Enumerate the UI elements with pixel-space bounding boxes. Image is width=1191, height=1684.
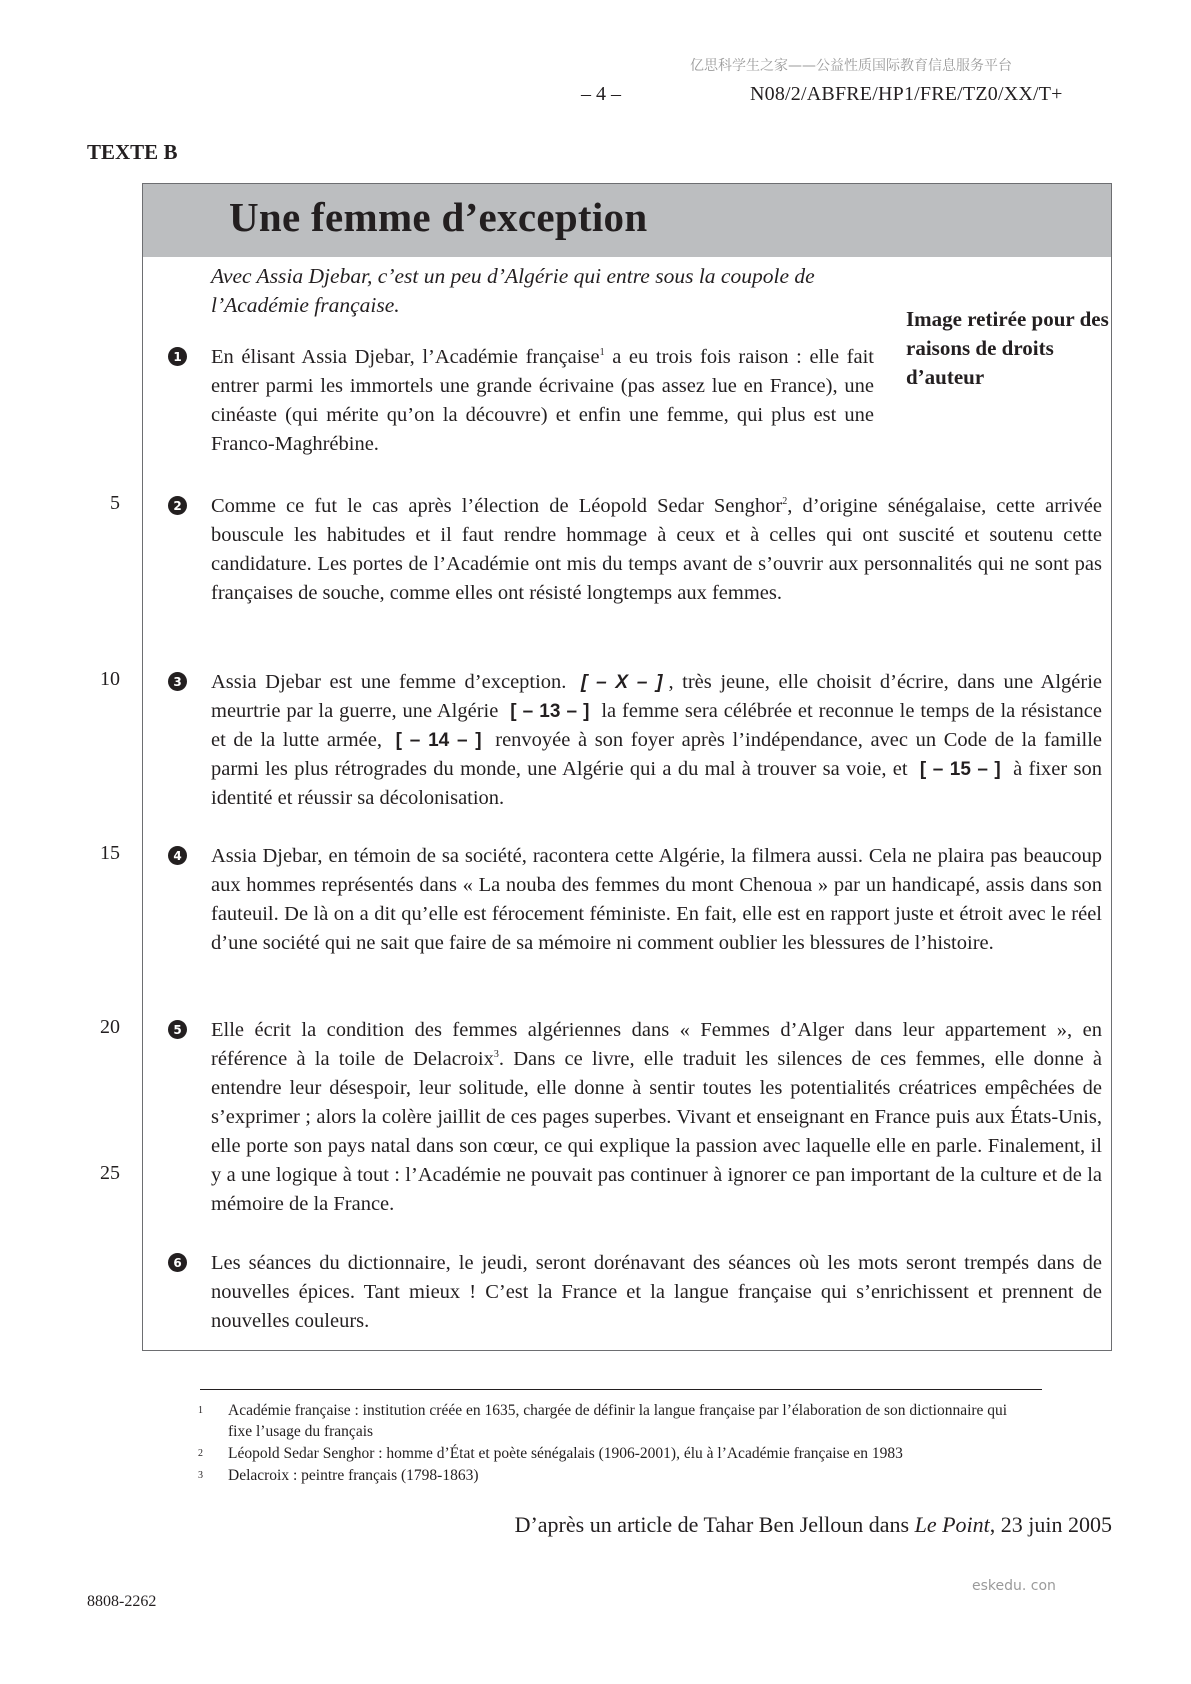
- paragraph-3-text-e: à fixer son identité et réussir sa décolonisation.: [211, 758, 1102, 809]
- paragraph-1-text-b: a eu trois fois raison : elle fait entrer parmi les immortels une grande écrivaine (pas assez lue en France), une cinéaste (qui mérite qu’on la découvre) et enfin une femme, qui plus est une Franco-Maghrébine.: [211, 346, 875, 455]
- section-label: TEXTE B: [87, 140, 178, 164]
- footnote-ref-3: 3: [493, 1049, 499, 1060]
- paragraph-5: [211, 1016, 1102, 1219]
- paragraph-2-text-b: , d’origine sénégalaise, cette arrivée bouscule les habitudes et il faut rendre hommage à ceux et à celles qui ont suscité et soutenu cette candidature. Les portes de l’Académie ont mis du temps avant de s’ouvrir aux personnalités qui ne sont pas françaises de souche, comme elles ont résisté longtemps aux femmes.: [211, 495, 1102, 604]
- footer-code: 8808-2262: [87, 1593, 157, 1610]
- line-number-25: 25: [100, 1162, 120, 1184]
- article-lead: Avec Assia Djebar, c’est un peu d’Algérie qui entre sous la coupole de l’Académie française.: [211, 264, 815, 317]
- paragraph-4: Assia Djebar, en témoin de sa société, racontera cette Algérie, la filmera aussi. Cela ne plaira pas beaucoup aux hommes représentés dans « La nouba des femmes du mont Chenoua » par un handicapé, assis dans son fauteuil. De là on a dit qu’elle est férocement féministe. En fait, elle est en rapport juste et étroit avec le réel d’une société qui ne sait que faire de sa mémoire ni comment oublier les blessures de l’histoire.: [211, 845, 1102, 954]
- paragraph-marker-4: 4: [168, 846, 187, 865]
- paragraph-3: [211, 668, 1102, 813]
- source-publication: Le Point: [914, 1512, 990, 1537]
- gap-15: [ – 15 – ]: [919, 759, 1001, 780]
- footnote-3-number: 3: [198, 1470, 203, 1481]
- gap-x: [ – X – ]: [581, 672, 663, 693]
- page-number: – 4 –: [581, 83, 621, 105]
- footnote-2: [198, 1443, 1018, 1467]
- source-prefix: D’après un article de Tahar Ben Jelloun dans: [514, 1512, 915, 1537]
- footnote-2-number: 2: [198, 1448, 203, 1459]
- paragraph-marker-5: 5: [168, 1020, 187, 1039]
- paragraph-marker-6: 6: [168, 1253, 187, 1272]
- source-attribution: [515, 1512, 1112, 1538]
- image-removed-notice: Image retirée pour des raisons de droits d’auteur: [906, 307, 1109, 389]
- paragraph-marker-2: 2: [168, 496, 187, 515]
- paragraph-marker-3: 3: [168, 672, 187, 691]
- line-number-5: 5: [110, 492, 120, 514]
- line-number-10: 10: [100, 668, 120, 690]
- footnote-1-number: 1: [198, 1405, 203, 1416]
- gap-13: [ – 13 – ]: [510, 701, 590, 722]
- gap-14: [ – 14 – ]: [395, 730, 482, 751]
- paragraph-6: Les séances du dictionnaire, le jeudi, seront dorénavant des séances où les mots seront trempés dans de nouvelles épices. Tant mieux ! C’est la France et la langue française qui s’enrichissent et prennent de nouvelles couleurs.: [211, 1252, 1102, 1332]
- paragraph-1-text-a: En élisant Assia Djebar, l’Académie française: [211, 346, 600, 368]
- line-number-15: 15: [100, 842, 120, 864]
- source-suffix: , 23 juin 2005: [989, 1512, 1112, 1537]
- paragraph-3-text-d: renvoyée à son foyer après l’indépendance, avec un Code de la famille parmi les plus rétrogrades du monde, une Algérie qui a du mal à trouver sa voie, et: [211, 729, 1103, 780]
- footnote-3: [198, 1465, 1018, 1489]
- paragraph-1: [211, 343, 874, 459]
- footer-watermark: eskedu. con: [972, 1578, 1056, 1594]
- paragraph-5-text-a: Elle écrit la condition des femmes algériennes dans « Femmes d’Alger dans leur appartement », en référence à la toile de Delacroix: [211, 1019, 1102, 1070]
- paragraph-3-text-c: la femme sera célébrée et reconnue le temps de la résistance et de la lutte armée,: [211, 700, 1102, 751]
- header-watermark: 亿思科学生之家——公益性质国际教育信息服务平台: [690, 58, 1012, 74]
- footnote-1-text: Académie française : institution créée en 1635, chargée de définir la langue française par l’élaboration de son dictionnaire qui fixe l’usage du français: [228, 1402, 1008, 1440]
- exam-code: N08/2/ABFRE/HP1/FRE/TZ0/XX/T+: [750, 83, 1063, 105]
- paragraph-2: [211, 492, 1102, 608]
- paragraph-3-text-a: Assia Djebar est une femme d’exception.: [211, 671, 567, 693]
- footnote-2-text: Léopold Sedar Senghor : homme d’État et poète sénégalais (1906-2001), élu à l’Académie française en 1983: [228, 1445, 903, 1462]
- paragraph-5-text-b: . Dans ce livre, elle traduit les silences de ces femmes, elle donne à entendre leur désespoir, leur solitude, elle donne à sentir toutes les potentialités créatrices empêchées de s’exprimer ; alors la colère jaillit de ces pages superbes. Vivant et enseignant en France puis aux États-Unis, elle porte son pays natal dans son cœur, ce qui explique la passion avec laquelle elle en parle. Finalement, il y a une logique à tout : l’Académie ne pouvait pas continuer à ignorer ce pan important de la culture et de la mémoire de la France.: [211, 1048, 1102, 1215]
- footnote-3-text: Delacroix : peintre français (1798-1863): [228, 1467, 479, 1484]
- paragraph-2-text-a: Comme ce fut le cas après l’élection de Léopold Sedar Senghor: [211, 495, 783, 517]
- article-title: Une femme d’exception: [229, 194, 648, 240]
- footnote-ref-1: 1: [599, 347, 605, 358]
- footnote-divider: [200, 1389, 1042, 1390]
- line-number-20: 20: [100, 1016, 120, 1038]
- footnote-1: [198, 1400, 1018, 1442]
- footnote-ref-2: 2: [782, 496, 788, 507]
- paragraph-marker-1: 1: [168, 347, 187, 366]
- paragraph-3-text-b: , très jeune, elle choisit d’écrire, dans une Algérie meurtrie par la guerre, une Algérie: [211, 671, 1102, 722]
